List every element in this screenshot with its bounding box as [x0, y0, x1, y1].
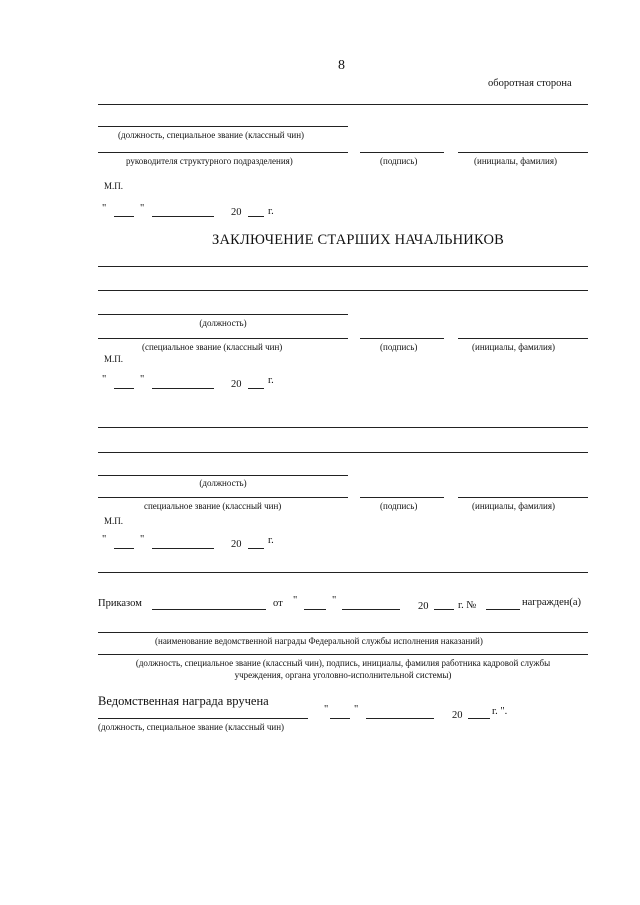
- date-day-line: [114, 548, 134, 549]
- date-year-line: [248, 388, 264, 389]
- handover-title: Ведомственная награда вручена: [98, 694, 269, 708]
- date-year-prefix: 20: [231, 207, 242, 218]
- initials-line: [458, 338, 588, 339]
- rank-line: [98, 497, 348, 498]
- hr-line: [98, 654, 588, 655]
- date-month-line: [152, 548, 214, 549]
- rank-line: [98, 338, 348, 339]
- signature-caption: (подпись): [380, 342, 418, 352]
- stamp-label: М.П.: [104, 354, 124, 364]
- signature-line: [360, 338, 444, 339]
- date-quote-close: ": [140, 374, 145, 385]
- fill-line: [98, 266, 588, 267]
- fill-line: [98, 572, 588, 573]
- order-quote-open: ": [293, 595, 298, 606]
- position-line: [98, 126, 348, 127]
- stamp-label: М.П.: [104, 516, 124, 526]
- date-quote-close: ": [140, 203, 145, 214]
- date-year-line: [248, 216, 264, 217]
- fill-line: [98, 427, 588, 428]
- date-year-suffix: г.: [268, 535, 274, 546]
- order-number-line: [486, 609, 520, 610]
- handover-year-suffix: г. ".: [492, 706, 508, 717]
- rank-caption: специальное звание (классный чин): [144, 501, 282, 511]
- stamp-label: М.П.: [104, 181, 124, 191]
- date-day-line: [114, 388, 134, 389]
- position-line: [98, 314, 348, 315]
- head-line: [98, 152, 348, 153]
- date-quote-open: ": [102, 534, 107, 545]
- signature-caption: (подпись): [380, 501, 418, 511]
- date-quote-close: ": [140, 534, 145, 545]
- date-year-suffix: г.: [268, 206, 274, 217]
- date-month-line: [152, 216, 214, 217]
- fill-line: [98, 290, 588, 291]
- order-quote-close: ": [332, 595, 337, 606]
- order-year-line: [434, 609, 454, 610]
- initials-caption: (инициалы, фамилия): [472, 342, 555, 352]
- rank-caption: (специальное звание (классный чин): [142, 342, 283, 352]
- position-caption: (должность): [199, 318, 247, 328]
- page-number: 8: [338, 58, 345, 73]
- fill-line: [98, 452, 588, 453]
- award-caption: (наименование ведомственной награды Федеральной службы исполнения наказаний): [155, 636, 483, 646]
- date-month-line: [152, 388, 214, 389]
- signature-line: [360, 152, 444, 153]
- initials-line: [458, 152, 588, 153]
- hr-caption-line2: учреждения, органа уголовно-исполнительной системы): [234, 670, 452, 680]
- date-year-prefix: 20: [231, 379, 242, 390]
- handover-month-line: [366, 718, 434, 719]
- handover-quote-open: ": [324, 704, 329, 715]
- position-caption: (должность): [199, 478, 247, 488]
- initials-caption: (инициалы, фамилия): [472, 501, 555, 511]
- hr-caption-line1: (должность, специальное звание (классный чин), подпись, инициалы, фамилия работника кадровой службы: [135, 658, 551, 668]
- order-day-line: [304, 609, 326, 610]
- initials-line: [458, 497, 588, 498]
- head-caption: руководителя структурного подразделения): [126, 156, 293, 166]
- date-quote-open: ": [102, 203, 107, 214]
- handover-position-caption: (должность, специальное звание (классный чин): [98, 722, 285, 732]
- signature-line: [360, 497, 444, 498]
- initials-caption: (инициалы, фамилия): [474, 156, 557, 166]
- handover-quote-close: ": [354, 704, 359, 715]
- order-field-line: [152, 609, 266, 610]
- position-line: [98, 475, 348, 476]
- order-year-prefix: 20: [418, 601, 429, 612]
- back-side-label: оборотная сторона: [488, 78, 572, 89]
- conclusion-title: ЗАКЛЮЧЕНИЕ СТАРШИХ НАЧАЛЬНИКОВ: [212, 232, 505, 248]
- handover-year-line: [468, 718, 490, 719]
- date-year-prefix: 20: [231, 539, 242, 550]
- order-label: Приказом: [98, 598, 142, 609]
- date-quote-open: ": [102, 374, 107, 385]
- signature-caption: (подпись): [380, 156, 418, 166]
- position-caption: (должность, специальное звание (классный чин): [118, 130, 305, 140]
- order-number-label: г. №: [458, 600, 477, 611]
- handover-position-line: [98, 718, 308, 719]
- fill-line: [98, 104, 588, 105]
- handover-year-prefix: 20: [452, 710, 463, 721]
- awarded-label: награжден(а): [522, 597, 582, 608]
- date-year-suffix: г.: [268, 375, 274, 386]
- order-month-line: [342, 609, 400, 610]
- order-from-label: от: [273, 598, 283, 609]
- handover-day-line: [330, 718, 350, 719]
- date-day-line: [114, 216, 134, 217]
- date-year-line: [248, 548, 264, 549]
- award-line: [98, 632, 588, 633]
